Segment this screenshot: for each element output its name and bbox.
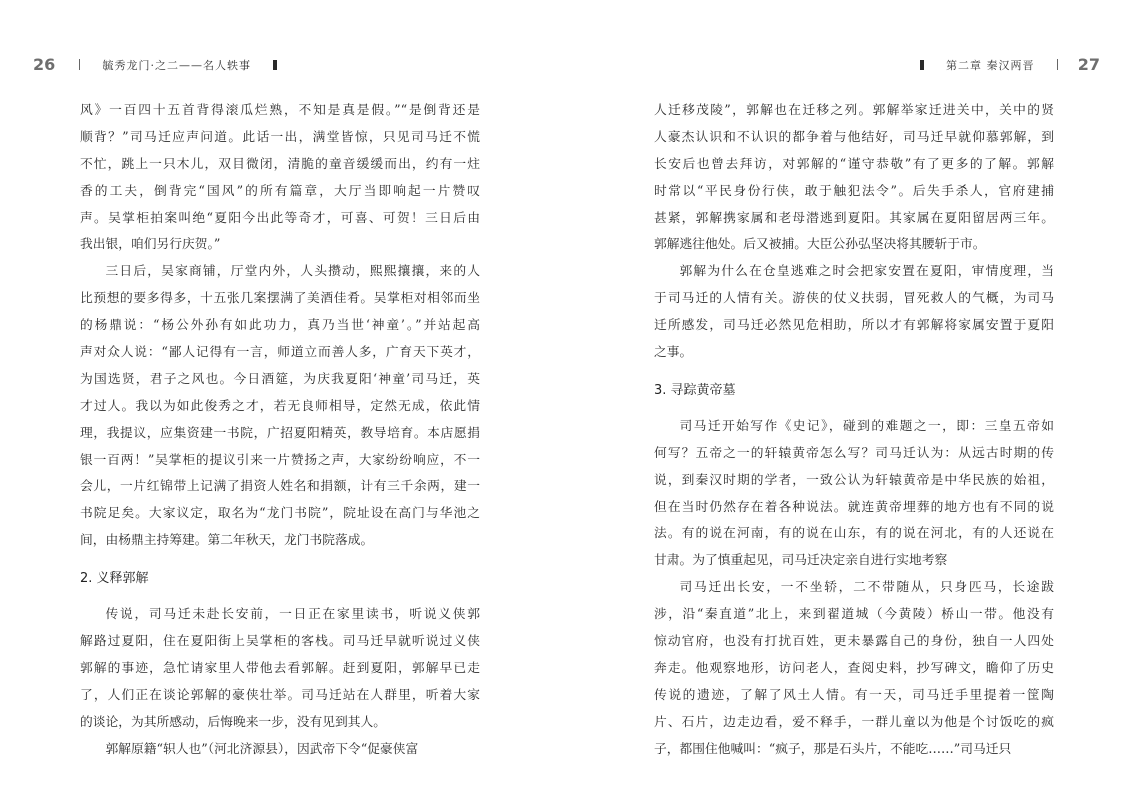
text-line: 郭解为什么在仓皇逃难之时会把家安置在夏阳，审情度理，当 bbox=[679, 264, 1054, 280]
divider bbox=[79, 59, 80, 70]
text-line: 顺背？”司马迁应声问道。此话一出，满堂皆惊，只见司马迁不慌 bbox=[80, 129, 480, 145]
page-number: 27 bbox=[1077, 55, 1100, 74]
running-head-title: 第二章 秦汉两晋 bbox=[946, 59, 1035, 72]
paragraph bbox=[654, 98, 1054, 259]
text-line: 比预想的要多得多，十五张几案摆满了美酒佳肴。吴掌柜对相邻而坐 bbox=[80, 291, 480, 307]
text-line: 郭解逃往他处。后又被捕。大臣公孙弘坚决将其腰斩于市。 bbox=[654, 237, 986, 253]
paragraph bbox=[80, 737, 480, 764]
section-heading: 3. 寻踪黄帝墓 bbox=[654, 382, 736, 398]
text-line: 不忙，跳上一只木儿，双目微闭，清脆的童音缓缓而出，约有一炷 bbox=[80, 156, 480, 172]
text-line: 才过人。我以为如此俊秀之才，若无良师相导，定然无成，依此情 bbox=[80, 398, 480, 414]
text-line: 长安后也曾去拜访，对郭解的“谨守恭敬”有了更多的了解。郭解 bbox=[654, 156, 1054, 172]
text-line: 间，由杨鼎主持筹建。第二年秋天，龙门书院落成。 bbox=[80, 533, 374, 549]
running-head bbox=[920, 59, 1058, 73]
text-line: 传说，司马迁未赴长安前，一日正在家里读书，听说义侠郭 bbox=[105, 607, 480, 623]
paragraph bbox=[654, 575, 1054, 763]
text-line: 涉，沿“秦直道”北上，来到翟道城（今黄陵）桥山一带。他没有 bbox=[654, 607, 1054, 623]
paragraph bbox=[80, 602, 480, 736]
text-line: 时常以“平民身份行侠，敢于触犯法令”。后失手杀人，官府建捕 bbox=[654, 183, 1054, 199]
text-line: 法。有的说在河南，有的说在山东，有的说在河北，有的人还说在 bbox=[654, 526, 1054, 542]
text-line: 为国选贤，君子之风也。今日酒筵，为庆我夏阳‘神童’司马迁，英 bbox=[80, 371, 480, 387]
left-page bbox=[0, 0, 566, 799]
body-text bbox=[80, 98, 480, 763]
text-line: 人迁移茂陵”，郭解也在迁移之列。郭解举家迁进关中，关中的贤 bbox=[654, 103, 1054, 118]
text-line: 何写？五帝之一的轩辕黄帝怎么写？司马迁认为：从远古时期的传 bbox=[654, 445, 1054, 461]
body-text bbox=[654, 98, 1054, 763]
text-line: 声。吴掌柜拍案叫绝“夏阳今出此等奇才，可喜、可贺！三日后由 bbox=[80, 210, 480, 226]
paragraph bbox=[80, 98, 480, 259]
text-line: 会儿，一片红锦带上记满了捐资人姓名和捐额，计有三千余两，建一 bbox=[80, 479, 480, 495]
text-line: 片、石片，边走边看，爱不释手，一群儿童以为他是个讨饭吃的疯 bbox=[654, 714, 1054, 730]
text-line: 的谈论，为其所感动，后悔晚来一步，没有见到其人。 bbox=[80, 714, 386, 730]
text-line: 解路过夏阳，住在夏阳街上吴掌柜的客栈。司马迁早就听说过义侠 bbox=[80, 634, 480, 650]
text-line: 惊动官府，也没有打扰百姓，更未暴露自己的身份，独自一人四处 bbox=[654, 634, 1054, 650]
text-line: 司马迁开始写作《史记》，碰到的难题之一，即：三皇五帝如 bbox=[679, 418, 1054, 434]
paragraph bbox=[80, 259, 480, 555]
text-line: 理，我提议，应集资建一书院，广招夏阳精英，教导培育。本店愿捐 bbox=[80, 425, 480, 441]
text-line: 司马迁出长安，一不坐轿，二不带随从，只身匹马，长途跋 bbox=[679, 580, 1054, 596]
paragraph bbox=[654, 414, 1054, 575]
text-line: 银一百两！”吴掌柜的提议引来一片赞扬之声，大家纷纷响应，不一 bbox=[80, 452, 480, 468]
section-heading: 2. 义释郭解 bbox=[80, 571, 149, 587]
text-line: 声对众人说：“鄙人记得有一言，师道立而善人多，广育天下英才， bbox=[80, 345, 480, 361]
text-line: 风》一百四十五首背得滚瓜烂熟，不知是真是假。”“是倒背还是 bbox=[80, 103, 480, 118]
text-line: 说，到秦汉时期的学者，一致公认为轩辕黄帝是中华民族的始祖， bbox=[654, 472, 1054, 488]
running-head-title: 毓秀龙门·之二——名人轶事 bbox=[102, 59, 251, 72]
text-line: 甘肃。为了慎重起见，司马迁决定亲自进行实地考察 bbox=[654, 553, 948, 569]
text-line: 迁所感发，司马迁必然见危相助，所以才有郭解将家属安置于夏阳 bbox=[654, 318, 1054, 334]
running-head bbox=[79, 59, 277, 73]
divider bbox=[1057, 59, 1058, 70]
text-line: 郭解的事迹，急忙请家里人带他去看郭解。赶到夏阳，郭解早已走 bbox=[80, 660, 480, 676]
block-mark bbox=[920, 60, 924, 70]
text-line: 于司马迁的人情有关。游侠的仗义扶弱，冒死救人的气概，为司马 bbox=[654, 291, 1054, 307]
text-line: 香的工夫，倒背完“国风”的所有篇章，大厅当即响起一片赞叹 bbox=[80, 183, 480, 199]
page-number: 26 bbox=[33, 55, 56, 74]
text-line: 书院足矣。大家议定，取名为“龙门书院”，院址设在高门与华池之 bbox=[80, 506, 480, 522]
text-line: 的杨鼎说：“杨公外孙有如此功力，真乃当世‘神童’。”并站起高 bbox=[80, 318, 480, 334]
text-line: 传说的遗迹，了解了风土人情。有一天，司马迁手里提着一筐陶 bbox=[654, 687, 1054, 703]
text-line: 人豪杰认识和不认识的都争着与他结好，司马迁早就仰慕郭解，到 bbox=[654, 129, 1054, 145]
text-line: 我出银，咱们另行庆贺。” bbox=[80, 237, 221, 253]
text-line: 了，人们正在谈论郭解的豪侠壮举。司马迁站在人群里，听着大家 bbox=[80, 687, 480, 703]
paragraph bbox=[654, 259, 1054, 367]
text-line: 甚紧，郭解携家属和老母潜逃到夏阳。其家属在夏阳留居两三年。 bbox=[654, 210, 1054, 226]
text-line: 之事。 bbox=[654, 345, 693, 361]
text-line: 子，都围住他喊叫：“疯子，那是石头片，不能吃……”司马迁只 bbox=[654, 741, 1012, 757]
text-line: 奔走。他观察地形，访问老人，查阅史料，抄写碑文，瞻仰了历史 bbox=[654, 660, 1054, 676]
right-page bbox=[566, 0, 1133, 799]
text-line: 三日后，吴家商铺，厅堂内外，人头攒动，熙熙攘攘，来的人 bbox=[105, 264, 480, 280]
block-mark bbox=[273, 60, 277, 70]
text-line: 郭解原籍“轵人也”（河北济源县），因武帝下令“促豪侠富 bbox=[105, 741, 419, 757]
text-line: 但在当时仍然存在着各种说法。就连黄帝埋葬的地方也有不同的说 bbox=[654, 499, 1054, 515]
